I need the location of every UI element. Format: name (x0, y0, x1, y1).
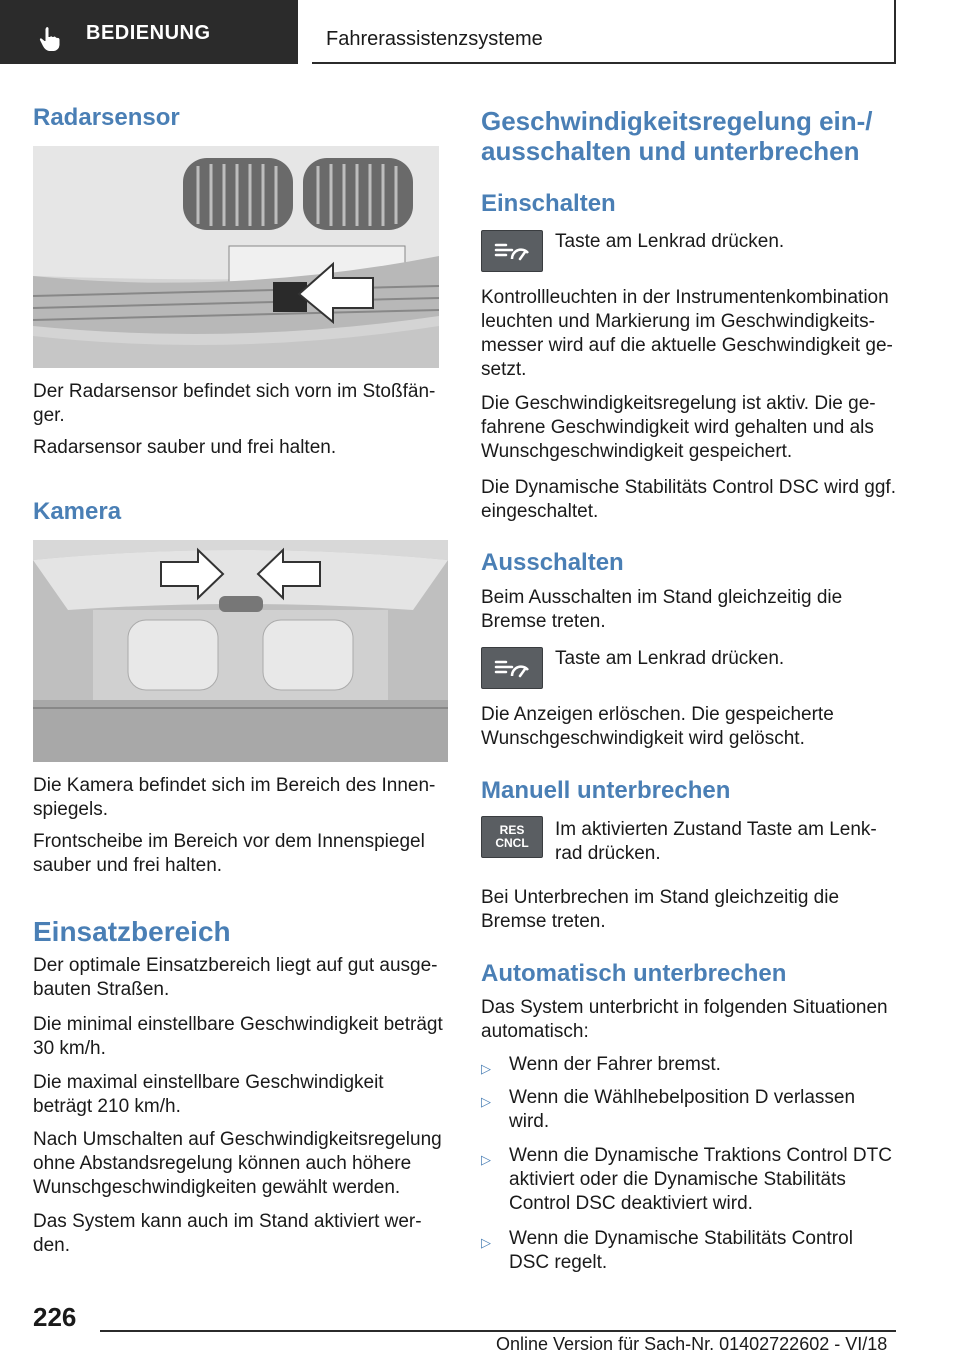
footer-online-version: Online Version für Sach-Nr. 01402722602 - VI/18 (496, 1334, 888, 1354)
ausschalten-paragraph-2: Die Anzeigen erlöschen. Die gespeicherte Wunschgeschwindigkeit wird gelöscht. (481, 704, 834, 749)
camera-paragraph-2: Frontscheibe im Bereich vor dem Innenspiegel sauber und frei halten. (33, 831, 425, 876)
manuell-heading: Manuell unterbrechen (481, 777, 731, 804)
einschalten-heading: Einschalten (481, 190, 616, 217)
einsatz-paragraph-1: Der optimale Einsatzbereich liegt auf gut ausge-bauten Straßen. (33, 955, 438, 1000)
chapter-label: BEDIENUNG (86, 22, 211, 44)
ausschalten-heading: Ausschalten (481, 549, 624, 576)
main-heading: Geschwindigkeitsregelung ein-/ ausschalten und unterbrechen (481, 106, 873, 166)
res-cncl-button (481, 816, 543, 858)
cruise-control-icon (492, 239, 532, 263)
footer-divider (100, 1330, 896, 1332)
einsatz-paragraph-4: Nach Umschalten auf Geschwindigkeitsregelung ohne Abstandsregelung können auch höhere Wunschgeschwindigkeiten gewählt werden. (33, 1129, 442, 1198)
bullet-triangle-icon: ▷ (481, 1094, 491, 1109)
bullet-text: Wenn der Fahrer bremst. (509, 1054, 721, 1075)
ausschalten-paragraph-1: Beim Ausschalten im Stand gleichzeitig die Bremse treten. (481, 587, 843, 632)
bullet-text: Wenn die Dynamische Traktions Control DTC aktiviert oder die Dynamische Stabilitäts Control DSC deaktiviert wird. (509, 1145, 892, 1214)
camera-paragraph-1: Die Kamera befindet sich im Bereich des Innen-spiegels. (33, 775, 436, 820)
automatisch-heading: Automatisch unterbrechen (481, 960, 787, 987)
bullet-triangle-icon: ▷ (481, 1061, 491, 1076)
camera-image (33, 540, 448, 762)
cruise-control-button-off (481, 647, 543, 689)
bullet-text: Wenn die Dynamische Stabilitäts Control DSC regelt. (509, 1228, 853, 1273)
radar-paragraph-2: Radarsensor sauber und frei halten. (33, 437, 337, 458)
page-header (0, 0, 960, 66)
hand-pointer-icon (38, 26, 62, 52)
manuell-button-text: Im aktivierten Zustand Taste am Lenk-rad drücken. (555, 819, 877, 864)
automatisch-paragraph-1: Das System unterbricht in folgenden Situationen automatisch: (481, 997, 888, 1042)
ausschalten-button-text: Taste am Lenkrad drücken. (555, 648, 785, 669)
manuell-paragraph-1: Bei Unterbrechen im Stand gleichzeitig die Bremse treten. (481, 887, 840, 932)
radar-paragraph-1: Der Radarsensor befindet sich vorn im Stoßfän-ger. (33, 381, 436, 426)
einschalten-paragraph-1: Kontrollleuchten in der Instrumentenkombination leuchten und Markierung im Geschwindigkeits-messer wird auf die aktuelle Geschwindigkeit ge-setzt. (481, 287, 893, 380)
cruise-control-button-on (481, 230, 543, 272)
einschalten-paragraph-2: Die Geschwindigkeitsregelung ist aktiv. Die ge-fahrene Geschwindigkeit wird gehalten und als Wunschgeschwindigkeit gespeichert. (481, 393, 876, 462)
einsatz-paragraph-2: Die minimal einstellbare Geschwindigkeit beträgt 30 km/h. (33, 1014, 443, 1059)
bullet-triangle-icon: ▷ (481, 1152, 491, 1167)
radar-heading: Radarsensor (33, 104, 180, 131)
section-tab (312, 0, 896, 64)
car-front-illustration (33, 146, 439, 368)
einschalten-paragraph-3: Die Dynamische Stabilitäts Control DSC wird ggf. eingeschaltet. (481, 477, 896, 522)
bullet-text: Wenn die Wählhebelposition D verlassen wird. (509, 1087, 856, 1132)
car-interior-illustration (33, 540, 448, 762)
cncl-label: CNCL (495, 836, 529, 850)
res-label: RES (499, 823, 525, 837)
einsatz-heading: Einsatzbereich (33, 916, 231, 947)
bullet-triangle-icon: ▷ (481, 1235, 491, 1250)
radar-sensor-image (33, 146, 439, 368)
einsatz-paragraph-5: Das System kann auch im Stand aktiviert wer-den. (33, 1211, 422, 1256)
einsatz-paragraph-3: Die maximal einstellbare Geschwindigkeit beträgt 210 km/h. (33, 1072, 384, 1117)
chapter-tab[interactable] (0, 0, 298, 64)
page-number: 226 (33, 1302, 77, 1332)
cruise-control-icon (492, 656, 532, 680)
camera-heading: Kamera (33, 498, 122, 525)
einschalten-button-text: Taste am Lenkrad drücken. (555, 231, 785, 252)
section-label: Fahrerassistenzsysteme (326, 28, 543, 50)
